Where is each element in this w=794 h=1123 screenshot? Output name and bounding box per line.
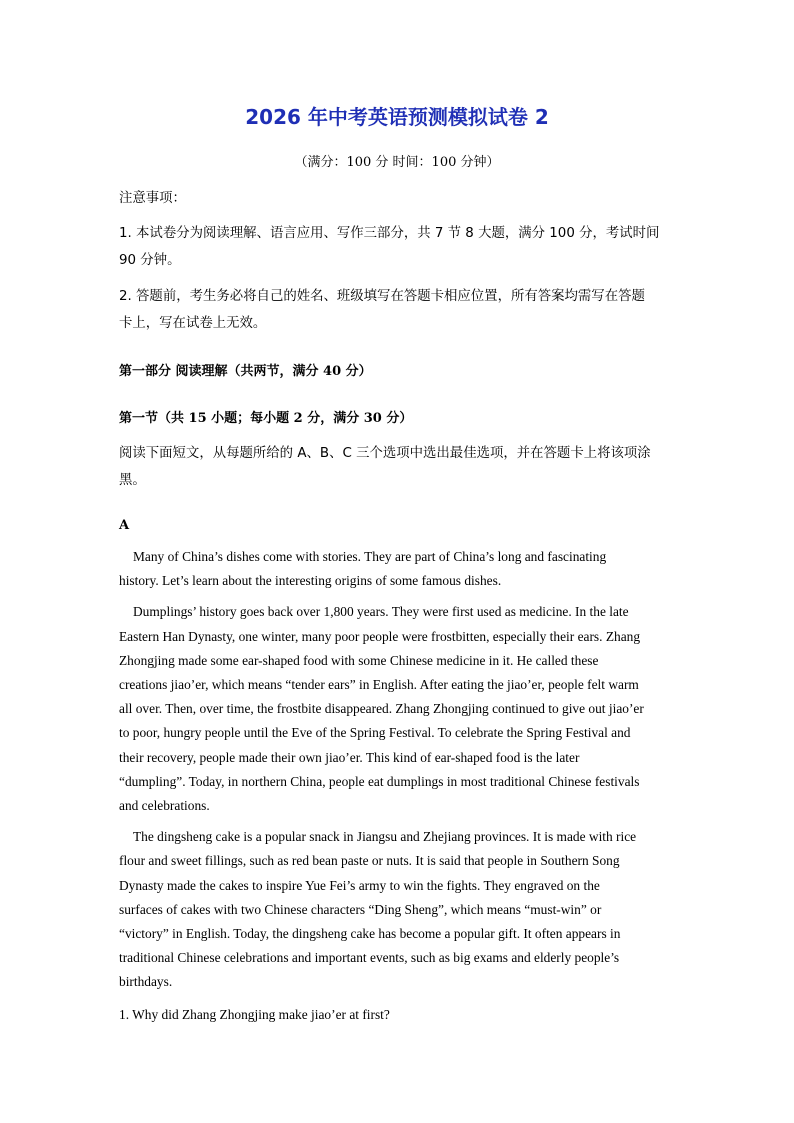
note-item-2 <box>119 283 679 337</box>
notes-heading: 注意事项： <box>119 191 186 206</box>
paragraph-1 <box>119 545 675 593</box>
text-line: Dumplings’ history goes back over 1,800 years. They were first used as medicine. In the late <box>133 604 629 620</box>
text-line: to poor, hungry people until the Eve of the Spring Festival. To celebrate the Spring Festival and <box>119 725 631 741</box>
text-line: all over. Then, over time, the frostbite disappeared. Zhang Zhongjing continued to give out jiao’er <box>119 701 644 717</box>
exam-score-time: （满分：100 分 时间：100 分钟） <box>294 155 500 170</box>
note-item-1-line: 1. 本试卷分为阅读理解、语言应用、写作三部分，共 7 节 8 大题，满分 100 分，考试时间 <box>119 226 660 241</box>
paragraph-2 <box>119 600 675 818</box>
text-line: “dumpling”. Today, in northern China, people eat dumplings in most traditional Chinese festivals <box>119 773 640 789</box>
text-line: history. Let’s learn about the interesting origins of some famous dishes. <box>119 573 502 589</box>
text-line: creations jiao’er, which means “tender ears” in English. After eating the jiao’er, people felt warm <box>119 677 639 693</box>
section1-heading: 第一节（共 15 小题；每小题 2 分，满分 30 分） <box>119 411 413 426</box>
instruction-line: 阅读下面短文，从每题所给的 A、B、C 三个选项中选出最佳选项，并在答题卡上将该项涂 <box>119 446 651 461</box>
text-line: “victory” in English. Today, the dingsheng cake has become a popular gift. It often appears in <box>119 926 621 942</box>
text-line: their recovery, people made their own jiao’er. This kind of ear-shaped food is the later <box>119 749 580 765</box>
text-line: Zhongjing made some ear-shaped food with some Chinese medicine in it. He called these <box>119 652 599 668</box>
text-line: The dingsheng cake is a popular snack in Jiangsu and Zhejiang provinces. It is made with rice <box>133 829 637 845</box>
note-item-1 <box>119 220 679 274</box>
text-line: Dynasty made the cakes to inspire Yue Fei’s army to win the fights. They engraved on the <box>119 877 600 893</box>
text-line: traditional Chinese celebrations and important events, such as big exams and elderly people’s <box>119 950 620 966</box>
text-line: and celebrations. <box>119 798 210 814</box>
note-item-2-line: 卡上，写在试卷上无效。 <box>119 316 267 331</box>
page-title: 2026 年中考英语预测模拟试卷 2 <box>245 105 549 129</box>
question-1: 1. Why did Zhang Zhongjing make jiao’er at first? <box>119 1007 390 1022</box>
passage-body <box>119 545 675 995</box>
text-line: birthdays. <box>119 974 173 990</box>
note-item-2-line: 2. 答题前，考生务必将自己的姓名、班级填写在答题卡相应位置，所有答案均需写在答题 <box>119 289 645 304</box>
reading-instruction <box>119 440 679 494</box>
paragraph-3 <box>119 825 675 994</box>
text-line: Many of China’s dishes come with stories. They are part of China’s long and fascinating <box>133 549 607 564</box>
text-line: flour and sweet fillings, such as red bean paste or nuts. It is said that people in Southern Song <box>119 853 620 869</box>
part1-heading: 第一部分 阅读理解（共两节，满分 40 分） <box>119 364 372 379</box>
note-item-1-line: 90 分钟。 <box>119 253 181 268</box>
text-line: Eastern Han Dynasty, one winter, many poor people were frostbitten, especially their ears. Zhang <box>119 628 641 644</box>
text-line: surfaces of cakes with two Chinese characters “Ding Sheng”, which means “must-win” or <box>119 901 602 917</box>
passage-label: A <box>119 518 130 533</box>
instruction-line: 黑。 <box>119 473 146 488</box>
